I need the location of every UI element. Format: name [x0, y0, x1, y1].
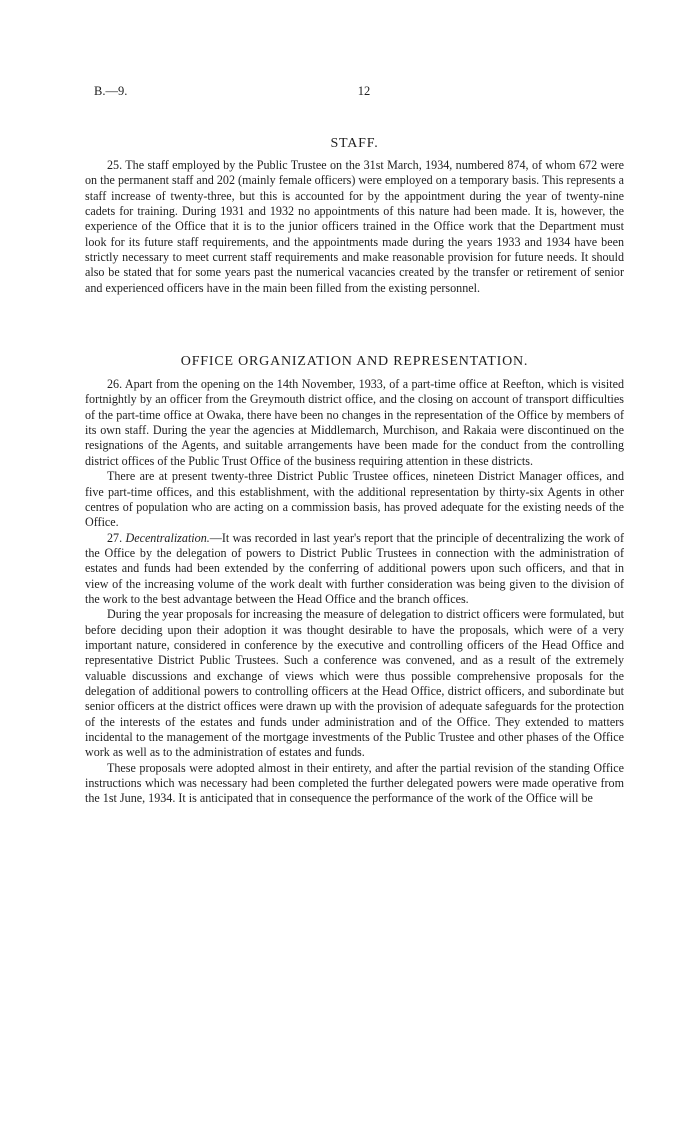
- paragraph-25: [85, 158, 624, 296]
- paragraph-text: There are at present twenty-three District Public Trustee offices, nineteen District Manager offices, and five part-time offices, and this establishment, with the additional representation by thirty-six Agents in other centres of population who are acting on a commission basis, has proved adequate for the existing needs of the Office.: [85, 469, 624, 530]
- running-header: [94, 84, 634, 100]
- paragraph-text: These proposals were adopted almost in their entirety, and after the partial revision of the standing Office instructions which was necessary had been completed the further delegated powers were made operative from the 1st June, 1934. It is anticipated that in consequence the performance of the work of the Office will be: [85, 760, 624, 806]
- page-number: 12: [357, 84, 371, 98]
- paragraph-27: [85, 531, 624, 608]
- paragraph-side-heading: Decentralization.: [125, 530, 210, 545]
- paragraph-26: [85, 377, 624, 469]
- paragraph-text: During the year proposals for increasing the measure of delegation to district officers were formulated, but before deciding upon their adoption it was thought desirable to have the proposals, which were of a very important nature, considered in conference by the executive and controlling officers of the Head Office and representative District Public Trustees. Such a conference was convened, and as a result of the extremely valuable discussions and exchange of views which were thus possible comprehensive proposals for the delegation of additional powers to controlling officers at the Head Office, district officers, and subordinate but senior officers at the district offices were drawn up with the provision of adequate safeguards for the protection of the interests of the estates and funds under administration and of the Office. They extended to matters incidental to the management of the mortgage investments of the Public Trustee and other phases of the Office work as well as to the administration of estates and funds.: [85, 607, 624, 760]
- paragraph-text: —It was recorded in last year's report that the principle of decentralizing the work of the Office by the delegation of powers to District Public Trustees in connection with the administration of estates and funds had been extended by the conferring of additional powers upon such officers, and that in view of the increasing volume of the work dealt with further consideration was being given to the division of the work to the best advantage between the Head Office and the branch offices.: [85, 530, 624, 606]
- paragraph-number: 26.: [107, 377, 123, 392]
- section-heading-office-organization: OFFICE ORGANIZATION AND REPRESENTATION.: [180, 354, 529, 370]
- section-heading-staff: STAFF.: [330, 136, 379, 151]
- paragraph-number: 25.: [107, 158, 123, 172]
- page-body: [85, 136, 624, 807]
- paragraph-number: 27.: [107, 530, 123, 545]
- paragraph-27-continued-2: [85, 761, 624, 807]
- paragraph-27-continued-1: [85, 607, 624, 760]
- paragraph-26-continued: [85, 469, 624, 530]
- paragraph-text: Apart from the opening on the 14th November, 1933, of a part-time office at Reefton, which is visited fortnightly by an officer from the Greymouth district office, and the closing on account of transport difficulties of the part-time office at Owaka, there have been no changes in the representation of the Office by members of its own staff. During the year the agencies at Middlemarch, Murchison, and Rakaia were discontinued on the resignations of the Agents, and suitable arrangements have been made for the conduct from the controlling district offices of the Public Trust Office of the business requiring attention in these districts.: [85, 377, 624, 468]
- document-reference: B.—9.: [94, 84, 128, 98]
- paragraph-text: The staff employed by the Public Trustee on the 31st March, 1934, numbered 874, of whom 672 were on the permanent staff and 202 (mainly female officers) were employed on a temporary basis. This represents a staff increase of twenty-three, but this is accounted for by the appointment during the year of twenty-nine cadets for training. During 1931 and 1932 no appointments of this nature had been made. It is, however, the experience of the Office that it is to the junior officers trained in the Office work that the Department must look for its future staff requirements, and the appointments made during the years 1933 and 1934 have been strictly necessary to meet current staff requirements and make reasonable provision for future needs. It should also be stated that for some years past the numerical vacancies created by the transfer or retirement of senior and experienced officers have in the main been filled from the existing personnel.: [85, 158, 624, 295]
